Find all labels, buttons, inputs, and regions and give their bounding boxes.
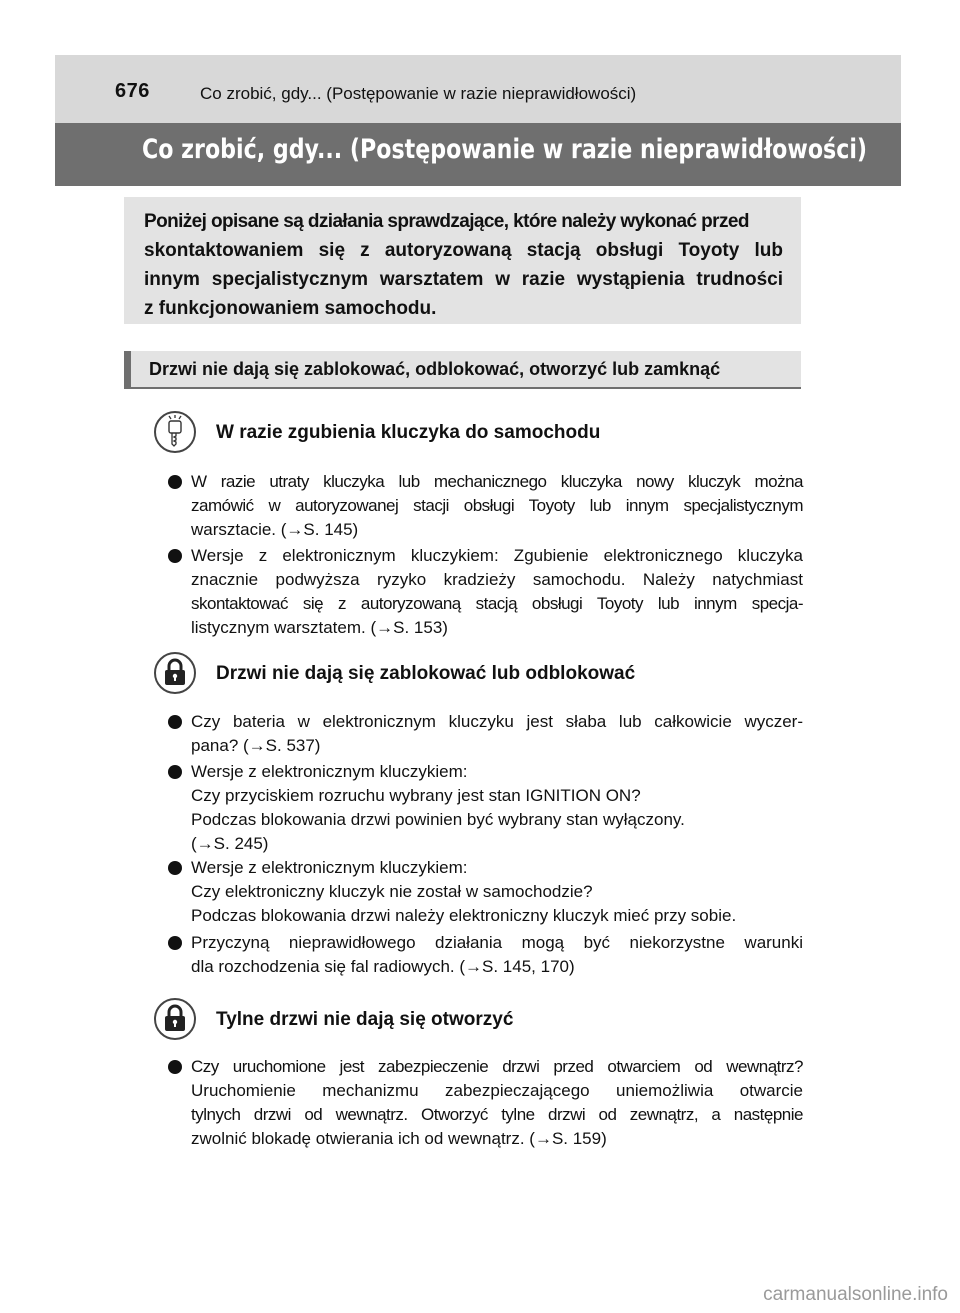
bullet-line: pana? (→S. 537) — [191, 736, 321, 755]
bullet-dot — [168, 715, 182, 729]
bullet-line: Wersje z elektronicznym kluczykiem: Zgubienie elektronicznego kluczyka — [191, 546, 803, 565]
bullet-dot — [168, 549, 182, 563]
bullet-dot — [168, 1060, 182, 1074]
subsection-heading: Tylne drzwi nie dają się otworzyć — [216, 1009, 514, 1030]
intro-line: Poniżej opisane są działania sprawdzające, które należy wykonać przed — [144, 211, 749, 232]
intro-line: innym specjalistycznym warsztatem w razie wystąpienia trudności — [144, 269, 783, 290]
bullet-line: (→S. 245) — [191, 834, 269, 853]
lock-icon — [154, 652, 196, 694]
bullet-dot — [168, 936, 182, 950]
bullet-line: Podczas blokowania drzwi należy elektroniczny kluczyk mieć przy sobie. — [191, 906, 737, 925]
bullet-line: dla rozchodzenia się fal radiowych. (→S. 145, 170) — [191, 957, 575, 976]
bullet-line: Czy elektroniczny kluczyk nie został w samochodzie? — [191, 882, 593, 901]
bullet-line: Przyczyną nieprawidłowego działania mogą być niekorzystne warunki — [191, 933, 803, 952]
bullet-dot — [168, 475, 182, 489]
section-title: Drzwi nie dają się zablokować, odblokować, otworzyć lub zamknąć — [149, 359, 721, 379]
running-title: Co zrobić, gdy... (Postępowanie w razie nieprawidłowości) — [200, 84, 637, 103]
bullet-line: zwolnić blokadę otwierania ich od wewnątrz. (→S. 159) — [191, 1129, 607, 1148]
bullet-dot — [168, 765, 182, 779]
intro-line: skontaktowaniem się z autoryzowaną stacją obsługi Toyoty lub — [144, 240, 783, 261]
watermark: carmanualsonline.info — [763, 1284, 948, 1305]
intro-line: z funkcjonowaniem samochodu. — [144, 298, 437, 319]
intro-box — [124, 197, 801, 324]
bullet-line: Czy uruchomione jest zabezpieczenie drzwi przed otwarciem od wewnątrz? — [191, 1057, 803, 1076]
bullet-line: W razie utraty kluczyka lub mechanicznego kluczyka nowy kluczyk można — [191, 472, 803, 491]
bullet-line: warsztacie. (→S. 145) — [191, 520, 359, 539]
bullet-line: skontaktować się z autoryzowaną stacją obsługi Toyoty lub innym specja- — [191, 594, 803, 613]
page-title: Co zrobić, gdy... (Postępowanie w razie nieprawidłowości) — [142, 134, 868, 165]
bullet-line: tylnych drzwi od wewnątrz. Otworzyć tylne drzwi od zewnątrz, a następnie — [191, 1105, 803, 1124]
bullet-line: listycznym warsztatem. (→S. 153) — [191, 618, 448, 637]
bullet-line: zamówić w autoryzowanej stacji obsługi Toyoty lub innym specjalistycznym — [191, 496, 803, 515]
bullet-line: Podczas blokowania drzwi powinien być wybrany stan wyłączony. — [191, 810, 685, 829]
bullet-line: znacznie podwyższa ryzyko kradzieży samochodu. Należy natychmiast — [191, 570, 803, 589]
bullet-dot — [168, 861, 182, 875]
page-number: 676 — [115, 80, 150, 102]
key-icon — [154, 411, 196, 453]
bullet-line: Wersje z elektronicznym kluczykiem: — [191, 762, 468, 781]
lock-icon — [154, 998, 196, 1040]
subsection-heading: Drzwi nie dają się zablokować lub odblokować — [216, 663, 636, 684]
section-heading-bar — [124, 351, 801, 389]
bullet-line: Czy przyciskiem rozruchu wybrany jest stan IGNITION ON? — [191, 786, 641, 805]
subsection-heading: W razie zgubienia kluczyka do samochodu — [216, 422, 601, 443]
bullet-line: Uruchomienie mechanizmu zabezpieczającego uniemożliwia otwarcie — [191, 1081, 803, 1100]
bullet-line: Wersje z elektronicznym kluczykiem: — [191, 858, 468, 877]
bullet-line: Czy bateria w elektronicznym kluczyku jest słaba lub całkowicie wyczer- — [191, 712, 803, 731]
